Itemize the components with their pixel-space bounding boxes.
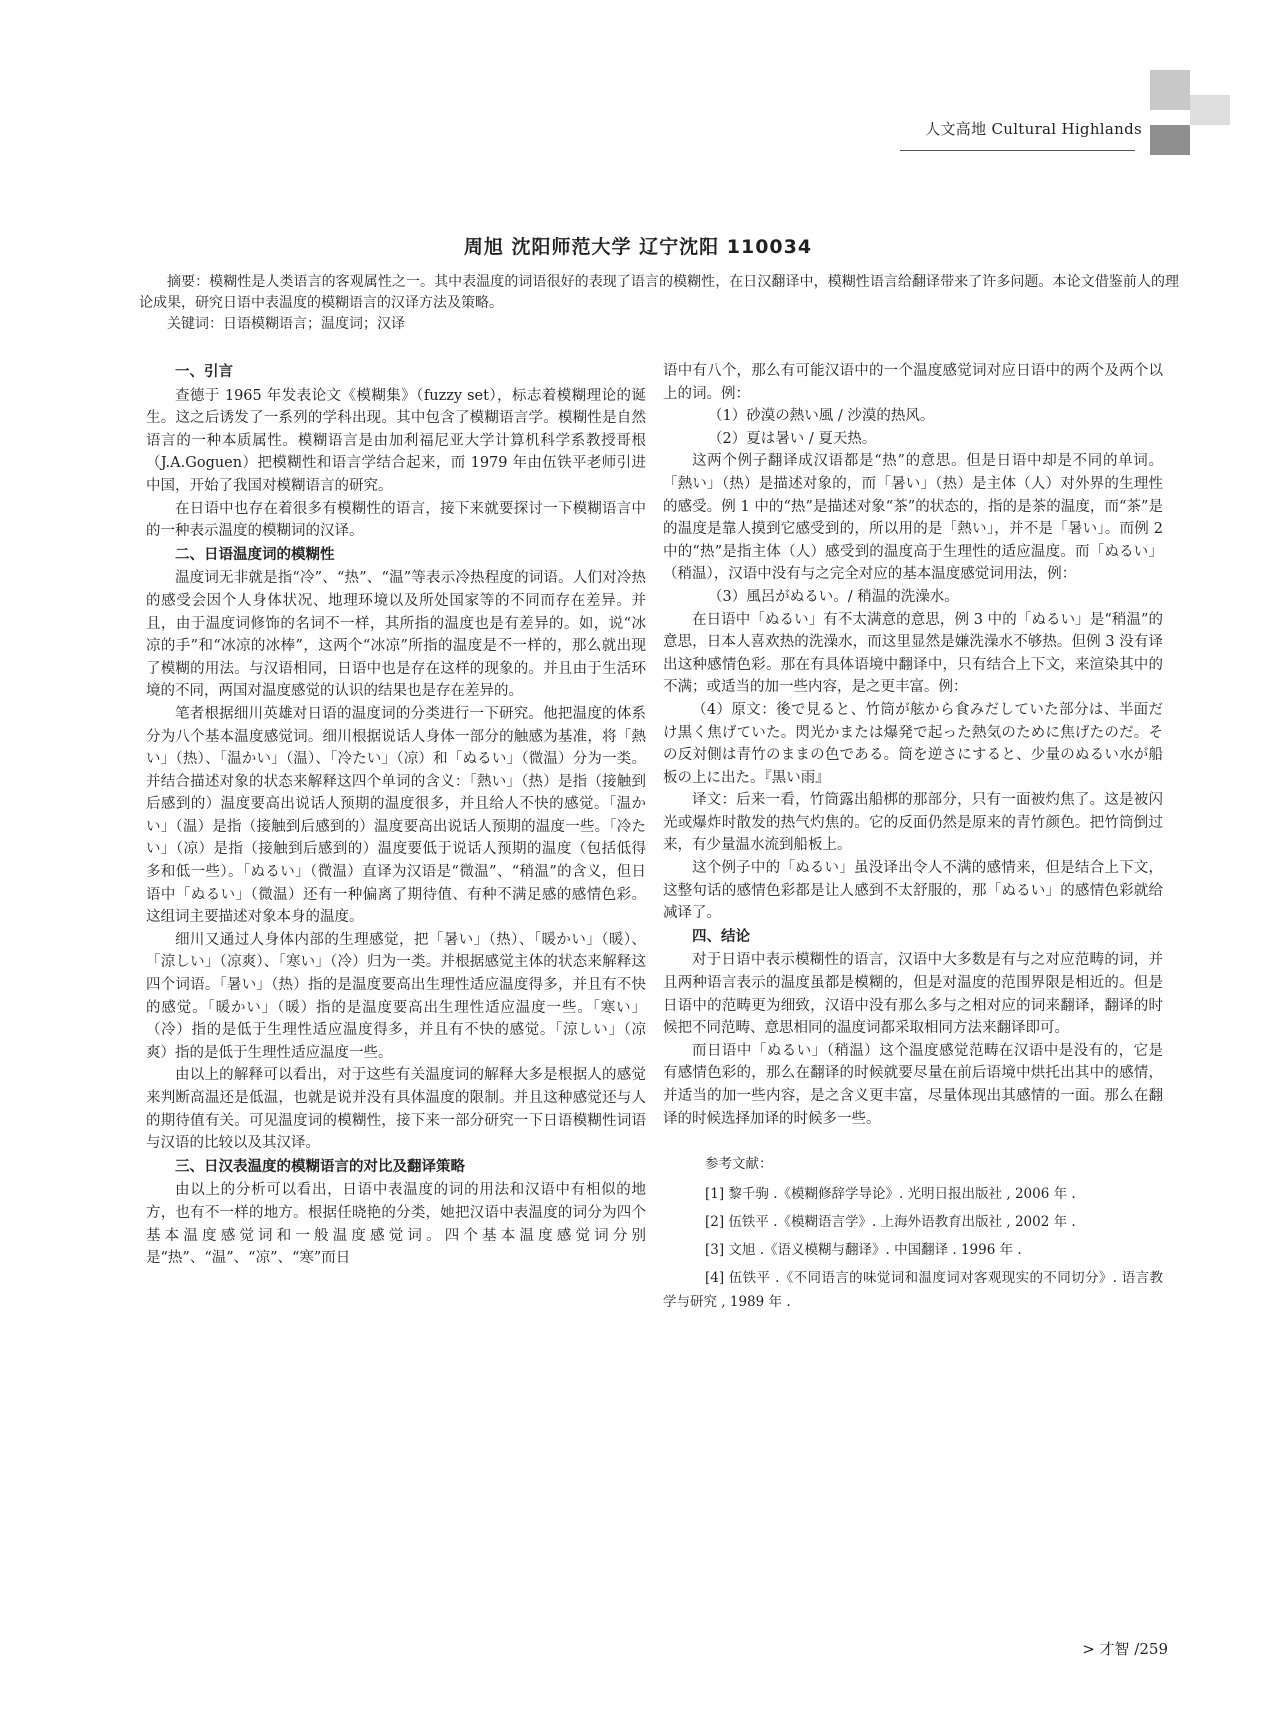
example: （1）砂漠の熱い風 / 沙漠的热风。: [708, 408, 935, 425]
paragraph: 在日语中也存在着很多有模糊性的语言，接下来就要探讨一下模糊语言中的一种表示温度的模糊词的汉译。: [146, 500, 646, 540]
section-heading: 一、引言: [175, 364, 233, 380]
abstract-text: 摘要：模糊性是人类语言的客观属性之一。其中表温度的词语很好的表现了语言的模糊性，在日汉翻译中，模糊性语言给翻译带来了许多问题。本论文借鉴前人的理论成果，研究日语中表温度的模糊语言的汉译方法及策略。: [139, 274, 1179, 311]
paragraph: 在日语中「ぬるい」有不太满意的意思，例 3 中的「ぬるい」是“稍温”的意思，日本人喜欢热的洗澡水，而这里显然是嫌洗澡水不够热。但例 3 没有译出这种感情色彩。那在有具体语境中翻译中，只有结合上下文，来渲染其中的不满；或适当的加一些内容，是之更丰富。例：: [663, 611, 1163, 696]
header-decoration: [1150, 125, 1190, 155]
paragraph: 语中有八个，那么有可能汉语中的一个温度感觉词对应日语中的两个及两个以上的词。例：: [663, 363, 1163, 402]
paragraph: 细川又通过人身体内部的生理感觉，把「暑い」（热）、「暖かい」（暖）、「涼しい」（凉爽）、「寒い」（冷）归为一类。并根据感觉主体的状态来解释这四个词语。「暑い」（热）指的是温度要高出生理性适应温度得多，并且有不快的感觉。「暖かい」（暖）指的是温度要高出生理性适应温度一些。「寒い」（冷）指的是低于生理性适应温度得多，并且有不快的感觉。「涼しい」（凉爽）指的是低于生理性适应温度一些。: [146, 931, 646, 1061]
right-column: [663, 360, 1163, 1318]
left-column: [146, 360, 646, 1270]
paragraph: （4）原文：後で見ると、竹筒が舷から食みだしていた部分は、半面だけ黒く焦げていた。閃光かまたは爆発で起った熱気のために焦げたのだ。その反対側は青竹のままの色である。筒を逆さにすると、少量のぬるい水が船板の上に出た。『黒い雨』: [663, 701, 1163, 786]
keywords: 关键词：日语模糊语言；温度词；汉译: [167, 316, 405, 332]
abstract: [139, 272, 1179, 335]
paragraph: 对于日语中表示模糊性的语言，汉语中大多数是有与之对应范畴的词，并且两种语言表示的温度虽都是模糊的，但是对温度的范围界限是相近的。但是日语中的范畴更为细致，汉语中没有那么多与之相对应的词来翻译，翻译的时候把不同范畴、意思相同的温度词都采取相同方法来翻译即可。: [663, 952, 1163, 1037]
reference-item: [4] 伍铁平 .《不同语言的味觉词和温度词对客观现实的不同切分》. 语言教学与研究 , 1989 年 .: [663, 1270, 1163, 1311]
header-decoration: [1190, 95, 1230, 125]
running-header: 人文高地 Cultural Highlands: [925, 120, 1142, 138]
references-title: 参考文献：: [705, 1156, 773, 1173]
reference-item: [1] 黎千驹 .《模糊修辞学导论》. 光明日报出版社 , 2006 年 .: [705, 1186, 1076, 1203]
reference-item: [2] 伍铁平 .《模糊语言学》. 上海外语教育出版社 , 2002 年 .: [705, 1214, 1076, 1231]
paragraph: 译文：后来一看，竹筒露出船梆的那部分，只有一面被灼焦了。这是被闪光或爆炸时散发的热气灼焦的。它的反面仍然是原来的青竹颜色。把竹筒倒过来，有少量温水流到船板上。: [663, 792, 1163, 854]
paragraph: 而日语中「ぬるい」（稍温）这个温度感觉范畴在汉语中是没有的，它是有感情色彩的，那么在翻译的时候就要尽量在前后语境中烘托出其中的感情，并适当的加一些内容，是之含义更丰富，尽量体现出其感情的一面。那么在翻译的时候选择加译的时候多一些。: [663, 1042, 1163, 1127]
references: [663, 1152, 1163, 1314]
section-heading: 二、日语温度词的模糊性: [175, 546, 335, 563]
paragraph: 由以上的分析可以看出，日语中表温度的词的用法和汉语中有相似的地方，也有不一样的地方。根据任晓艳的分类，她把汉语中表温度的词分为四个基本温度感觉词和一般温度感觉词。四个基本温度感觉词分别是“热”、“温”、“凉”、“寒”而日: [146, 1182, 646, 1267]
reference-item: [3] 文旭 .《语义模糊与翻译》. 中国翻译 . 1996 年 .: [705, 1242, 1022, 1259]
section-heading: 三、日汉表温度的模糊语言的对比及翻译策略: [175, 1158, 465, 1175]
header-rule: [900, 150, 1135, 151]
paragraph: 笔者根据细川英雄对日语的温度词的分类进行一下研究。他把温度的体系分为八个基本温度感觉词。细川根据说话人身体一部分的触感为基准，将「熱い」（热）、「温かい」（温）、「冷たい」（凉）和「ぬるい」（微温）分为一类。并结合描述对象的状态来解释这四个单词的含义：「熱い」（热）是指（接触到后感到的）温度要高出说话人预期的温度很多，并且给人不快的感觉。「温かい」（温）是指（接触到后感到的）温度要高出说话人预期的温度一些。「冷たい」（凉）是指（接触到后感到的）温度要低于说话人预期的温度（包括低得多和低一些）。「ぬるい」（微温）直译为汉语是“微温”、“稍温”的含义，但日语中「ぬるい」（微温）还有一种偏离了期待值、有种不满足感的感情色彩。这组词主要描述对象本身的温度。: [146, 705, 646, 926]
paragraph: 温度词无非就是指“冷”、“热”、“温”等表示冷热程度的词语。人们对冷热的感受会因个人身体状况、地理环境以及所处国家等的不同而存在差异。并且，由于温度词修饰的名词不一样，其所指的温度也是有差异的。如，说“冰凉的手”和“冰凉的冰棒”，这两个“冰凉”所指的温度是不一样的，那么就出现了模糊的用法。与汉语相同，日语中也是存在这样的现象的。并且由于生活环境的不同，两国对温度感觉的认识的结果也是存在差异的。: [146, 570, 646, 700]
paragraph: 查德于 1965 年发表论文《模糊集》（fuzzy set），标志着模糊理论的诞生。这之后诱发了一系列的学科出现。其中包含了模糊语言学。模糊性是自然语言的一种本质属性。模糊语言是由加利福尼亚大学计算机科学系教授哥根（J.A.Goguen）把模糊性和语言学结合起来，而 1979 年由伍铁平老师引进中国，开始了我国对模糊语言的研究。: [146, 387, 646, 494]
paragraph: 这两个例子翻译成汉语都是“热”的意思。但是日语中却是不同的单词。「熱い」（热）是描述对象的，而「暑い」（热）是主体（人）对外界的生理性的感受。例 1 中的“热”是描述对象“茶”的状态的，指的是茶的温度，而“茶”是的温度是靠人摸到它感受到的，所以用的是「熱い」，并不是「暑い」。而例 2 中的“热”是指主体（人）感受到的温度高于生理性的适应温度。而「ぬるい」（稍温），汉语中没有与之完全对应的基本温度感觉词用法，例：: [663, 453, 1163, 583]
example: （2）夏は暑い / 夏天热。: [708, 430, 877, 447]
paragraph: 由以上的解释可以看出，对于这些有关温度词的解释大多是根据人的感觉来判断高温还是低温，也就是说并没有具体温度的限制。并且这种感觉还与人的期待值有关。可见温度词的模糊性，接下来一部分研究一下日语模糊性词语与汉语的比较以及其汉译。: [146, 1067, 646, 1152]
page-number: > 才智 /259: [1082, 1640, 1168, 1658]
header-decoration: [1150, 70, 1190, 110]
author-byline: 周旭 沈阳师范大学 辽宁沈阳 110034: [463, 236, 813, 258]
paragraph: 这个例子中的「ぬるい」虽没译出令人不满的感情来，但是结合上下文，这整句话的感情色彩都是让人感到不太舒服的，那「ぬるい」的感情色彩就给减译了。: [663, 860, 1163, 922]
example: （3）風呂がぬるい。/ 稍温的洗澡水。: [708, 588, 959, 605]
section-heading: 四、结论: [692, 928, 750, 945]
